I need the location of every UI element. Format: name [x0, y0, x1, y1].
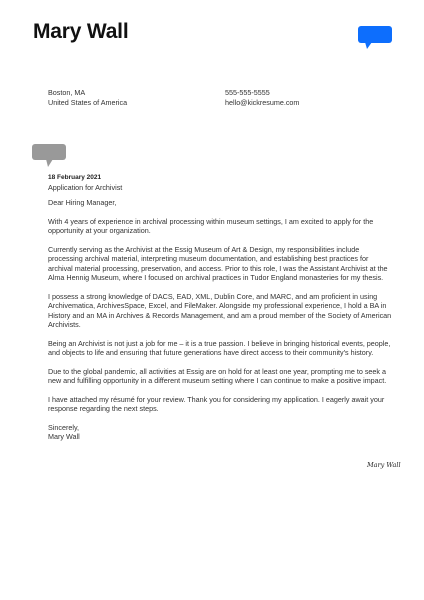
speech-bubble-gray-icon: [32, 144, 66, 168]
contact-city: Boston, MA: [48, 88, 86, 97]
letter-closing: Sincerely,: [48, 422, 80, 432]
letter-body: [48, 173, 393, 442]
letter-paragraph: I have attached my résumé for your review. Thank you for considering my application. I eagerly await your response regarding the next steps.: [48, 394, 385, 413]
handwritten-signature: Mary Wall: [367, 461, 401, 469]
letter-paragraph: Being an Archivist is not just a job for me – it is a true passion. I believe in bringing historical events, people, and objects to life and ensuring that future generations have direct access to their community's history.: [48, 338, 391, 357]
letter-paragraph: I possess a strong knowledge of DACS, EAD, XML, Dublin Core, and MARC, and am proficient in using Archivematica, ArchivesSpace, Excel, and FileMaker. Alongside my professional experience, I hold a BA in History and an MA in Archives & Records Management, and am a proud member of the Society of American Archivists.: [48, 291, 392, 329]
letter-paragraph: With 4 years of experience in archival processing within museum settings, I am excited to apply for the opportunity at your organization.: [48, 216, 374, 235]
letter-date: 18 February 2021: [48, 174, 102, 181]
letter-signer: Mary Wall: [48, 432, 80, 441]
applicant-name: Mary Wall: [33, 20, 129, 43]
contact-address: [48, 88, 127, 107]
speech-bubble-icon: [358, 26, 392, 51]
letter-paragraph: Currently serving as the Archivist at the Essig Museum of Art & Design, my responsibilities include processing archival material, interpreting museum documentation, and establishing best practices for archival material processing, preservation, and access. Prior to this role, I was the Assistant Archivist at the Alma Hennig Museum, where I focused on archival practices in Tudor England monasteries for my thesis.: [48, 244, 388, 282]
contact-details: [225, 88, 299, 107]
contact-phone[interactable]: 555-555-5555: [225, 88, 270, 97]
contact-country: United States of America: [48, 97, 128, 107]
letter-subject: Application for Archivist: [48, 182, 123, 192]
letter-greeting: Dear Hiring Manager,: [48, 198, 117, 207]
letter-paragraph: Due to the global pandemic, all activities at Essig are on hold for at least one year, prompting me to seek a new and fulfilling opportunity in a different museum setting where I can continue to make a positive impact.: [48, 366, 387, 385]
contact-email[interactable]: hello@kickresume.com: [225, 97, 300, 107]
